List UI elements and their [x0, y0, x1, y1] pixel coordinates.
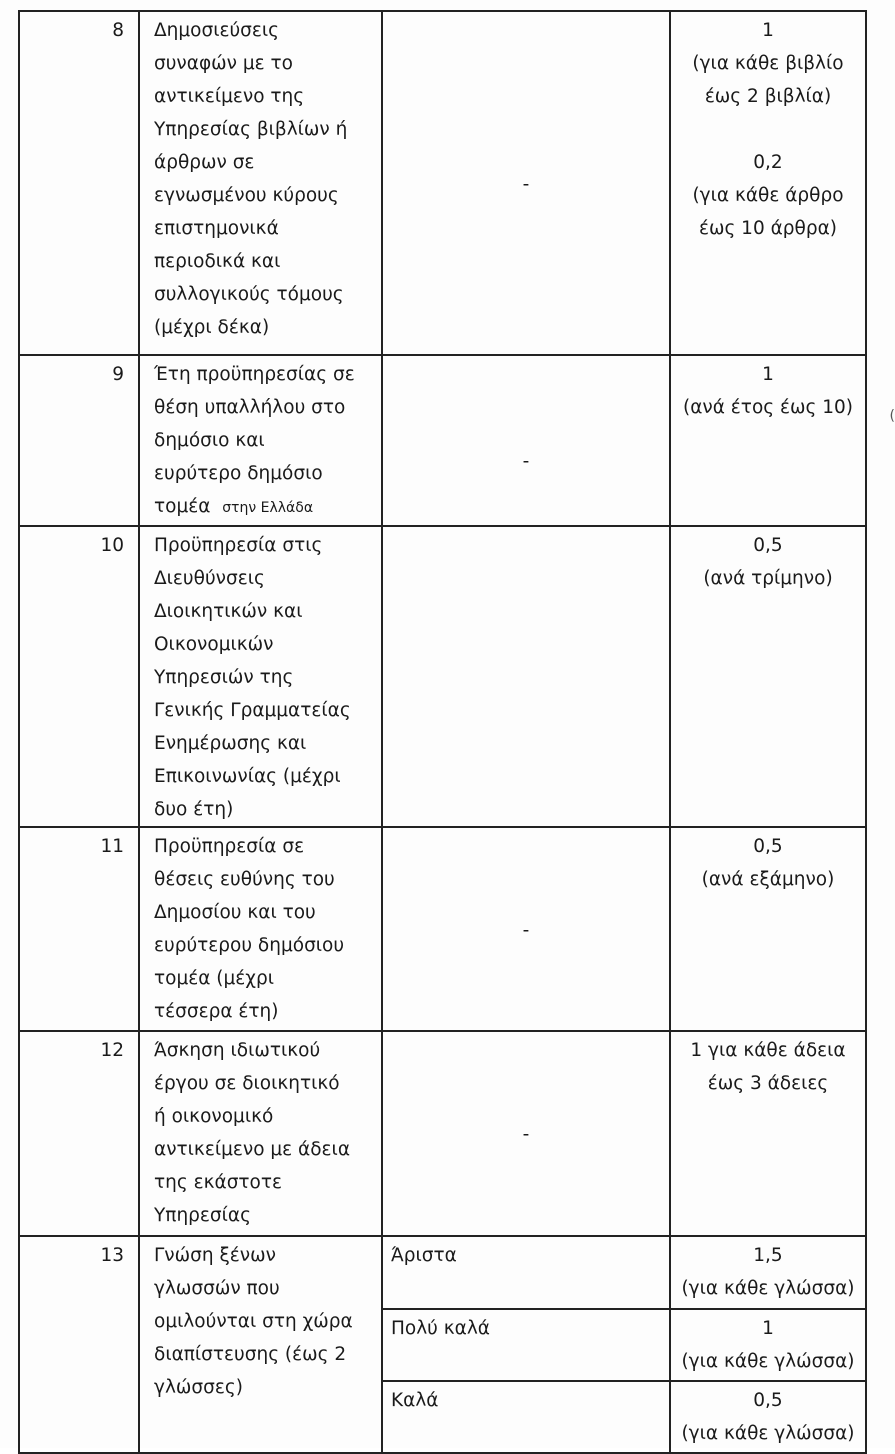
level-cell: -	[382, 827, 670, 1031]
row-number: 8	[19, 11, 139, 355]
row-number: 11	[19, 827, 139, 1031]
criterion-cell: Έτη προϋπηρεσίας σε θέση υπαλλήλου στο δημόσιο και ευρύτερο δημόσιο τομέα στην Ελλάδα	[139, 355, 382, 526]
level-cell: -	[382, 1031, 670, 1236]
criterion-cell: Προϋπηρεσία στις Διευθύνσεις Διοικητικών και Οικονομικών Υπηρεσιών της Γενικής Γραμματείας Ενημέρωσης και Επικοινωνίας (μέχρι δυο έτη)	[139, 526, 382, 827]
level-cell: -	[382, 11, 670, 355]
table-row	[19, 1236, 866, 1309]
points-cell: 1 (ανά έτος έως 10)	[670, 355, 866, 526]
level-cell: Πολύ καλά	[382, 1309, 670, 1381]
criterion-cell: Γνώση ξένων γλωσσών που ομιλούνται στη χώρα διαπίστευσης (έως 2 γλώσσες)	[139, 1236, 382, 1453]
level-cell: Άριστα	[382, 1236, 670, 1309]
margin-mark: (	[889, 408, 895, 424]
table-row	[19, 11, 866, 355]
points-cell: 0,5 (για κάθε γλώσσα)	[670, 1381, 866, 1453]
row-number: 13	[19, 1236, 139, 1453]
level-cell: Καλά	[382, 1381, 670, 1453]
handwritten-note: στην Ελλάδα	[222, 500, 314, 516]
table-row	[19, 355, 866, 526]
points-cell: 1 (για κάθε βιβλίο έως 2 βιβλία) 0,2 (για κάθε άρθρο έως 10 άρθρα)	[670, 11, 866, 355]
criterion-cell: Δημοσιεύσεις συναφών με το αντικείμενο της Υπηρεσίας βιβλίων ή άρθρων σε εγνωσμένου κύρους επιστημονικά περιοδικά και συλλογικούς τόμους (μέχρι δέκα)	[139, 11, 382, 355]
points-cell: 0,5 (ανά εξάμηνο)	[670, 827, 866, 1031]
row-number: 9	[19, 355, 139, 526]
points-cell: 0,5 (ανά τρίμηνο)	[670, 526, 866, 827]
points-cell: 1 (για κάθε γλώσσα)	[670, 1309, 866, 1381]
row-number: 10	[19, 526, 139, 827]
table-row	[19, 526, 866, 827]
level-cell	[382, 526, 670, 827]
table-row	[19, 827, 866, 1031]
points-cell: 1,5 (για κάθε γλώσσα)	[670, 1236, 866, 1309]
criterion-cell: Άσκηση ιδιωτικού έργου σε διοικητικό ή οικονομικό αντικείμενο με άδεια της εκάστοτε Υπηρεσίας	[139, 1031, 382, 1236]
criterion-cell: Προϋπηρεσία σε θέσεις ευθύνης του Δημοσίου και του ευρύτερου δημόσιου τομέα (μέχρι τέσσερα έτη)	[139, 827, 382, 1031]
row-number: 12	[19, 1031, 139, 1236]
level-cell: -	[382, 355, 670, 526]
table-row	[19, 1031, 866, 1236]
criteria-table	[18, 10, 867, 1454]
points-cell: 1 για κάθε άδεια έως 3 άδειες	[670, 1031, 866, 1236]
